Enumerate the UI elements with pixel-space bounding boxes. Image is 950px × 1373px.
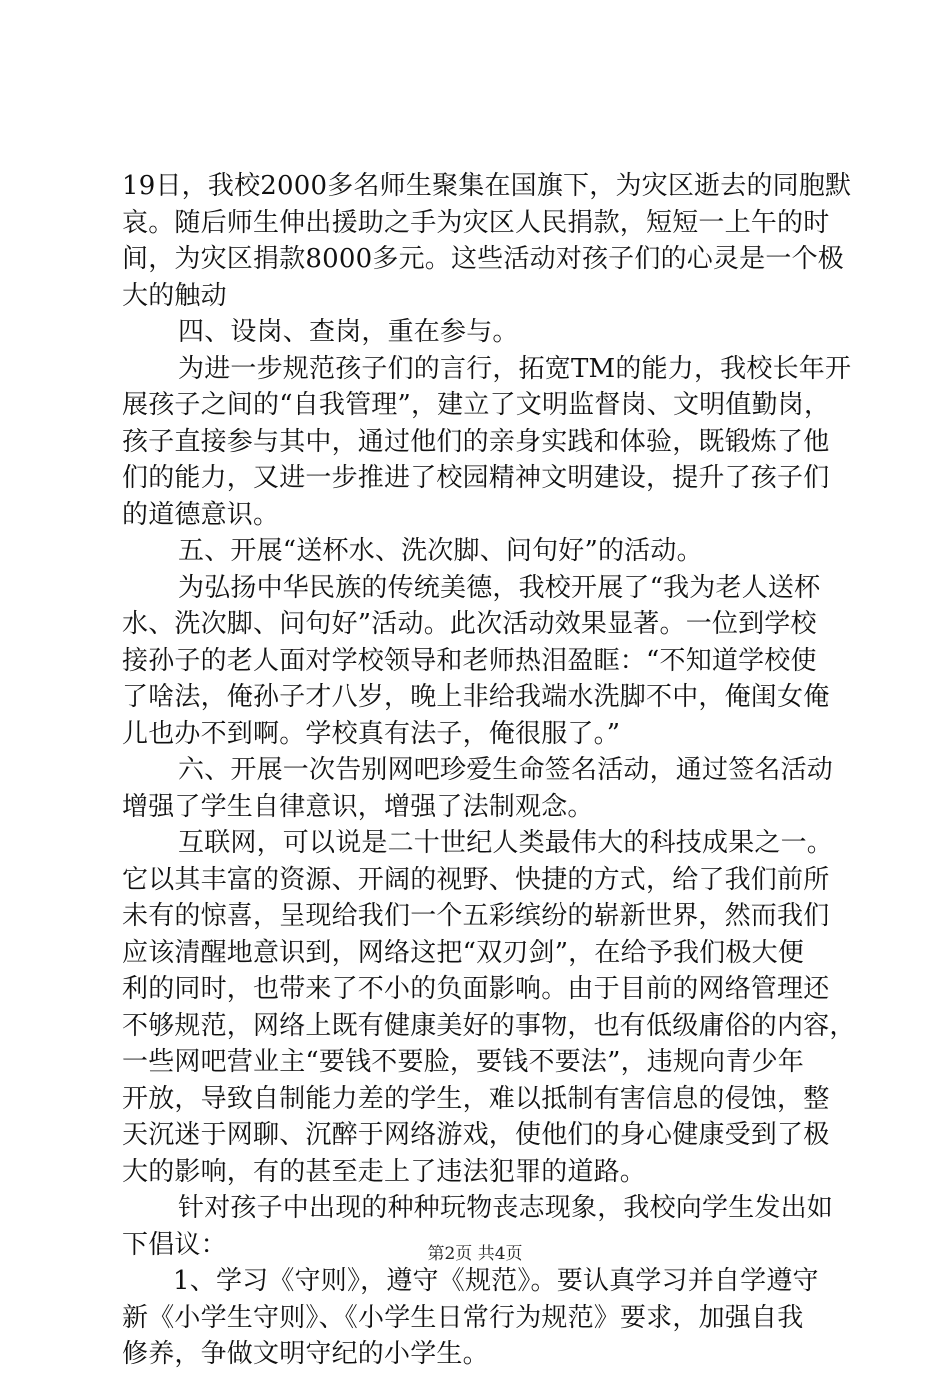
text-line: 19日，我校2000多名师生聚集在国旗下，为灾区逝去的同胞默 [122,171,852,201]
text-line: 五、开展“送杯水、洗次脚、问句好”的活动。 [178,536,703,566]
text-line: 开放，导致自制能力差的学生，难以抵制有害信息的侵蚀，整 [122,1083,830,1114]
text-line: 接孙子的老人面对学校领导和老师热泪盈眶：“不知道学校使 [122,645,817,676]
text-line: 四、设岗、查岗，重在参与。 [178,317,519,347]
text-line: 哀。随后师生伸出援助之手为灾区人民捐款，短短一上午的时 [122,207,830,238]
text-line: 下倡议： [122,1229,227,1260]
text-line: 天沉迷于网聊、沉醉于网络游戏，使他们的身心健康受到了极 [122,1120,830,1150]
text-line: 未有的惊喜，呈现给我们一个五彩缤纷的崭新世界，然而我们 [122,901,830,931]
text-line: 六、开展一次告别网吧珍爱生命签名活动，通过签名活动 [178,755,834,785]
text-line: 孩子直接参与其中，通过他们的亲身实践和体验，既锻炼了他 [122,426,830,457]
text-line: 互联网，可以说是二十世纪人类最伟大的科技成果之一。 [178,828,834,858]
text-line: 水、洗次脚、问句好”活动。此次活动效果显著。一位到学校 [122,609,817,639]
text-line: 们的能力，又进一步推进了校园精神文明建设，提升了孩子们 [122,463,830,493]
text-line: 修养，争做文明守纪的小学生。 [122,1339,489,1369]
text-line: 不够规范，网络上既有健康美好的事物，也有低级庸俗的内容， [122,1010,856,1041]
text-line: 间，为灾区捐款8000多元。这些活动对孩子们的心灵是一个极 [122,244,844,274]
text-line: 利的同时，也带来了不小的负面影响。由于目前的网络管理还 [122,974,830,1004]
text-line: 为弘扬中华民族的传统美德，我校开展了“我为老人送杯 [178,572,821,603]
text-line: 应该清醒地意识到，网络这把“双刃剑”，在给予我们极大便 [122,937,804,968]
text-line: 了啥法，俺孙子才八岁，晚上非给我端水洗脚不中，俺闺女俺 [122,682,830,712]
text-line: 为进一步规范孩子们的言行，拓宽TM的能力，我校长年开 [178,353,852,384]
text-line: 儿也办不到啊。学校真有法子，俺很服了。” [122,718,621,749]
document-body [122,168,856,1373]
text-line: 它以其丰富的资源、开阔的视野、快捷的方式，给了我们前所 [122,864,830,895]
text-line: 的道德意识。 [122,499,280,530]
page-footer: 第2页 共4页 [427,1244,523,1264]
text-line: 大的触动 [122,280,227,311]
text-line: 增强了学生自律意识，增强了法制观念。 [122,791,594,822]
text-line: 针对孩子中出现的种种玩物丧志现象，我校向学生发出如 [178,1193,834,1223]
text-line: 展孩子之间的“自我管理”，建立了文明监督岗、文明值勤岗， [122,390,831,420]
text-line: 新《小学生守则》、《小学生日常行为规范》要求，加强自我 [122,1302,804,1333]
text-line: 一些网吧营业主“要钱不要脸，要钱不要法”，违规向青少年 [122,1047,804,1077]
text-line: 大的影响，有的甚至走上了违法犯罪的道路。 [122,1156,647,1187]
text-line: 1、学习《守则》，遵守《规范》。要认真学习并自学遵守 [173,1266,819,1296]
